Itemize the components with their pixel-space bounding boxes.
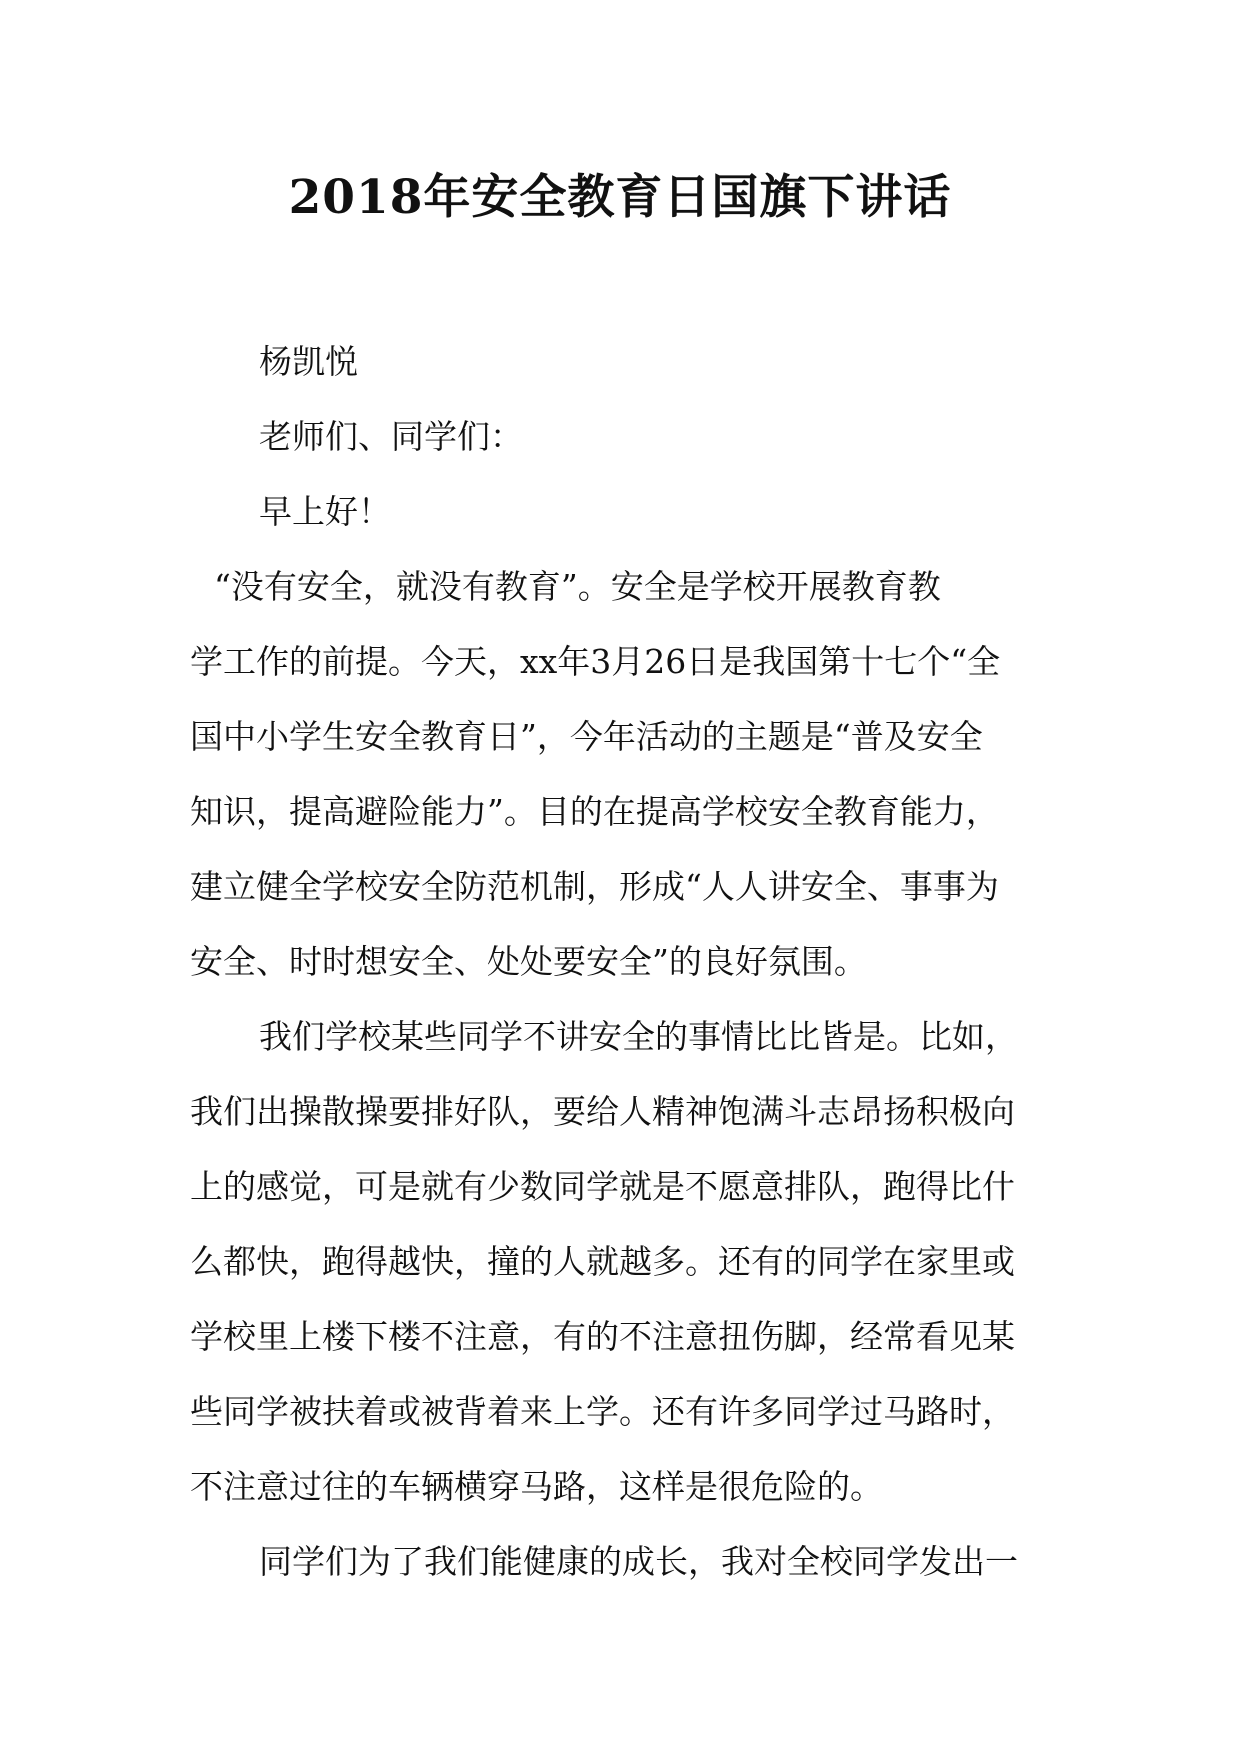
paragraph-line: 上的感觉，可是就有少数同学就是不愿意排队，跑得比什	[190, 1167, 1015, 1206]
paragraph-line: 么都快，跑得越快，撞的人就越多。还有的同学在家里或	[190, 1242, 1015, 1281]
paragraph-line: 同学们为了我们能健康的成长，我对全校同学发出一	[259, 1542, 1018, 1581]
paragraph-line: 知识，提高避险能力”。目的在提高学校安全教育能力，	[190, 792, 999, 831]
paragraph-line: 我们出操散操要排好队，要给人精神饱满斗志昂扬积极向	[190, 1092, 1015, 1131]
paragraph-line: 建立健全学校安全防范机制，形成“人人讲安全、事事为	[190, 867, 999, 906]
salutation-line: 早上好！	[259, 492, 391, 531]
paragraph-line: 不注意过往的车辆横穿马路，这样是很危险的。	[190, 1467, 883, 1506]
paragraph-line: 安全、时时想安全、处处要安全”的良好氛围。	[190, 942, 867, 981]
paragraph-line: 学工作的前提。今天，xx年3月26日是我国第十七个“全	[190, 642, 1001, 681]
paragraph-line: 学校里上楼下楼不注意，有的不注意扭伤脚，经常看见某	[190, 1317, 1015, 1356]
greeting-line: 老师们、同学们：	[259, 417, 523, 456]
paragraph-line: “没有安全，就没有教育”。安全是学校开展教育教	[214, 567, 941, 606]
author-name: 杨凯悦	[259, 342, 358, 381]
document-title: 2018年安全教育日国旗下讲话	[288, 170, 952, 225]
paragraph-line: 国中小学生安全教育日”，今年活动的主题是“普及安全	[190, 717, 983, 756]
paragraph-line: 我们学校某些同学不讲安全的事情比比皆是。比如，	[259, 1017, 1018, 1056]
paragraph-line: 些同学被扶着或被背着来上学。还有许多同学过马路时，	[190, 1392, 1015, 1431]
